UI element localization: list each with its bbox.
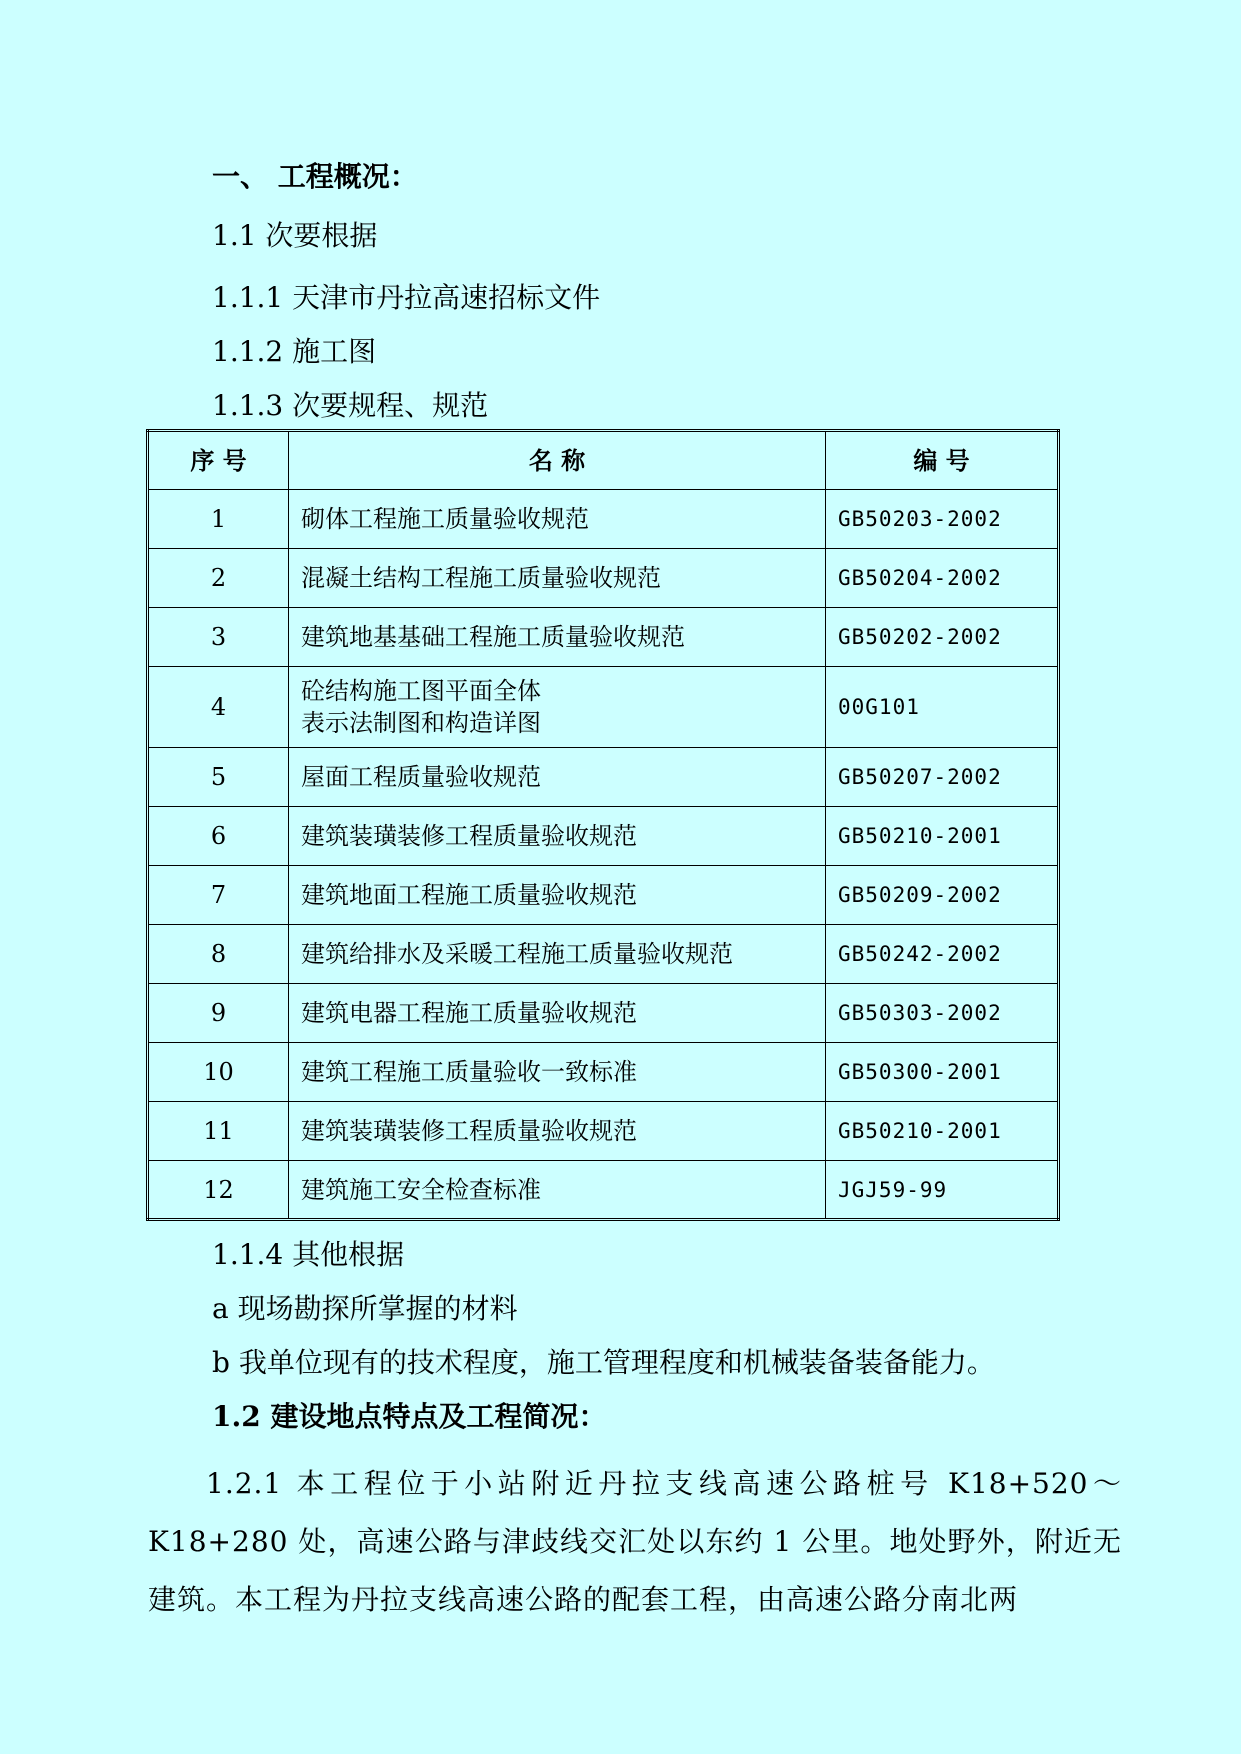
row-name: 屋面工程质量验收规范 [289, 748, 826, 807]
row-no: 11 [148, 1102, 289, 1161]
row-no: 6 [148, 807, 289, 866]
row-name: 混凝土结构工程施工质量验收规范 [289, 549, 826, 608]
row-name: 建筑装璜装修工程质量验收规范 [289, 807, 826, 866]
row-no: 4 [148, 667, 289, 748]
table-row [148, 984, 1059, 1043]
table-row [148, 667, 1059, 748]
paragraph-1-2-1: 1.2.1 本工程位于小站附近丹拉支线高速公路桩号 K18+520～K18+280 处，高速公路与津歧线交汇处以东约 1 公里。地处野外，附近无建筑。本工程为丹拉支线高速公路的配套工程，由高速公路分南北两 [148, 1467, 1122, 1616]
table-row [148, 490, 1059, 549]
row-no: 2 [148, 549, 289, 608]
table-row [148, 748, 1059, 807]
heading-1-2: 1.2 建设地点特点及工程简况： [212, 1400, 607, 1433]
row-code: GB50202-2002 [826, 608, 1059, 667]
row-code: GB50209-2002 [826, 866, 1059, 925]
row-no: 12 [148, 1161, 289, 1220]
row-name [289, 667, 826, 748]
table-row [148, 1043, 1059, 1102]
row-code: GB50300-2001 [826, 1043, 1059, 1102]
row-name [289, 925, 826, 984]
row-name-text: 建筑给排水及采暖工程施工质量验收规范 [301, 940, 733, 968]
heading-1-1: 1.1 次要根据 [212, 219, 378, 252]
row-code: GB50210-2001 [826, 1102, 1059, 1161]
row-code: 00G101 [826, 667, 1059, 748]
table-row [148, 866, 1059, 925]
table-row [148, 925, 1059, 984]
row-code: GB50242-2002 [826, 925, 1059, 984]
standards-table [146, 429, 1060, 1221]
row-name: 建筑地面工程施工质量验收规范 [289, 866, 826, 925]
row-code: GB50203-2002 [826, 490, 1059, 549]
header-name: 名 称 [289, 431, 826, 490]
item-a: a 现场勘探所掌握的材料 [212, 1292, 518, 1325]
row-name: 建筑地基基础工程施工质量验收规范 [289, 608, 826, 667]
row-no: 3 [148, 608, 289, 667]
row-name: 砌体工程施工质量验收规范 [289, 490, 826, 549]
row-name-line-2: 表示法制图和构造详图 [301, 709, 541, 737]
heading-1-1-1: 1.1.1 天津市丹拉高速招标文件 [212, 281, 601, 314]
table-row [148, 1161, 1059, 1220]
table-row [148, 1102, 1059, 1161]
row-code: GB50303-2002 [826, 984, 1059, 1043]
row-code: GB50204-2002 [826, 549, 1059, 608]
row-no: 5 [148, 748, 289, 807]
row-no: 1 [148, 490, 289, 549]
row-code: GB50207-2002 [826, 748, 1059, 807]
header-no: 序 号 [148, 431, 289, 490]
table-row [148, 608, 1059, 667]
row-no: 9 [148, 984, 289, 1043]
row-code: JGJ59-99 [826, 1161, 1059, 1220]
item-b: b 我单位现有的技术程度，施工管理程度和机械装备装备能力。 [212, 1346, 995, 1379]
row-name-line-1: 砼结构施工图平面全体 [301, 677, 541, 705]
section-title: 一、 工程概况： [212, 160, 418, 193]
row-no: 10 [148, 1043, 289, 1102]
row-no: 7 [148, 866, 289, 925]
heading-1-1-3: 1.1.3 次要规程、规范 [212, 389, 489, 422]
table-row [148, 549, 1059, 608]
row-no: 8 [148, 925, 289, 984]
row-name: 建筑电器工程施工质量验收规范 [289, 984, 826, 1043]
row-name: 建筑装璜装修工程质量验收规范 [289, 1102, 826, 1161]
table-row [148, 807, 1059, 866]
heading-1-1-4: 1.1.4 其他根据 [212, 1238, 405, 1271]
heading-1-1-2: 1.1.2 施工图 [212, 335, 377, 368]
row-name: 建筑工程施工质量验收一致标准 [289, 1043, 826, 1102]
header-code: 编 号 [826, 431, 1059, 490]
row-code: GB50210-2001 [826, 807, 1059, 866]
row-name: 建筑施工安全检查标准 [289, 1161, 826, 1220]
